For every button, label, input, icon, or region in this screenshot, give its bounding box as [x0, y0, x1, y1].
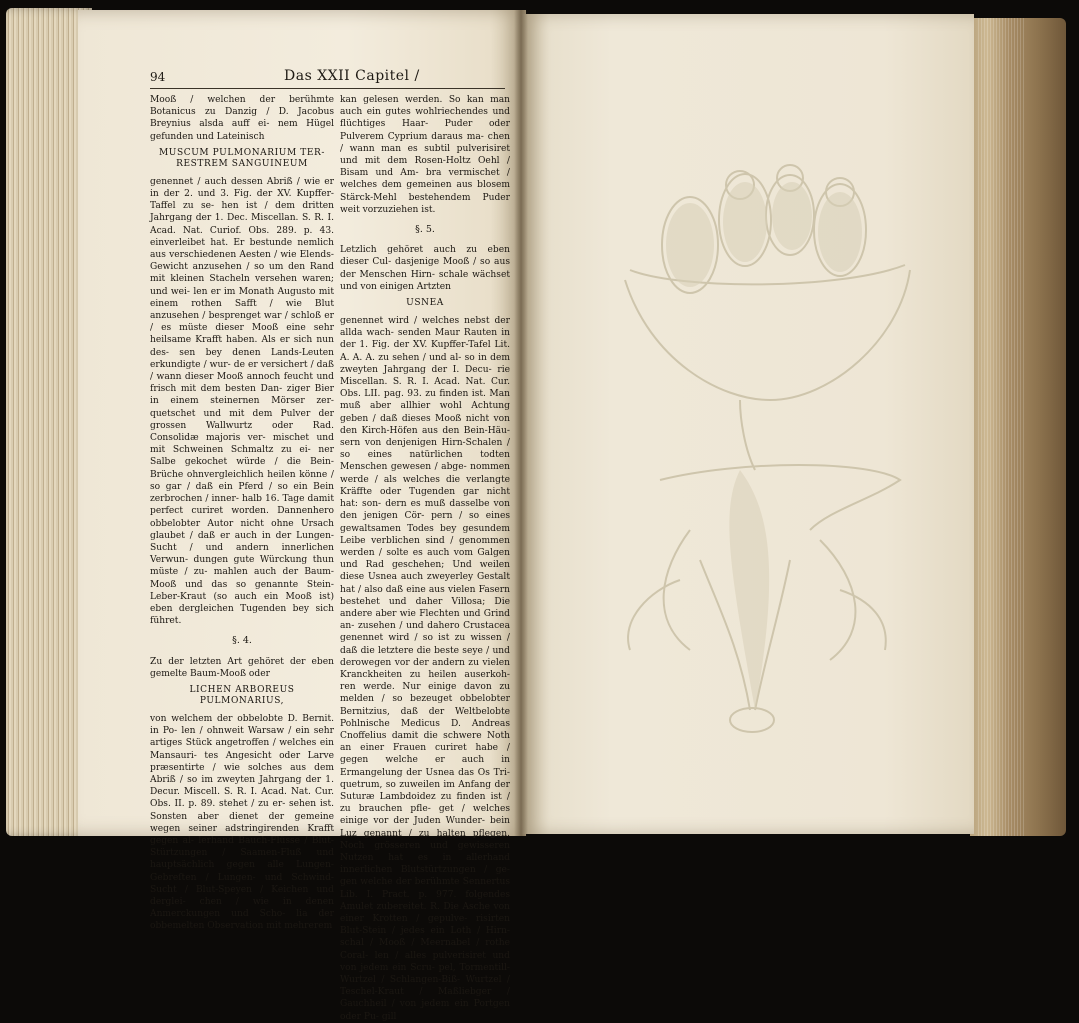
left-text-column	[150, 94, 334, 933]
paragraph: Mooß / welchen der berühmte Botanicus zu Danzig / D. Jacobus Breynius alsda auff ei- nem Hügel gefunden und Lateinisch	[150, 95, 334, 142]
book-gutter	[514, 10, 528, 836]
section-heading: MUSCUM PULMONARIUM TER- RESTREM SANGUINEUM	[158, 147, 326, 169]
paragraph: genennet wird / welches nebst der allda wach- senden Maur Rauten in der 1. Fig. der XV. Kupffer-Tafel Lit. A. A. A. zu sehen / und al- so in dem zweyten Jahrgang der I. Decu- rie Miscellan. S. R. I. Acad. Nat. Cur. Obs. LII. pag. 93. zu finden ist. Man muß aber allhier wohl Achtung geben / daß dieses Mooß nicht von den Kirch-Höfen aus den Bein-Häu- sern von denjenigen Hirn-Schalen / so eines natürlichen todten Menschen gewesen / abge- nommen werde / als welches die verlangte Kräffte oder Tugenden gar nicht hat: son- dern es muß dasselbe von den jenigen Cör- pern / so eines gewaltsamen Todes bey gesundem Leibe verblichen sind / genommen werden / solte es auch vom Galgen und Rad geschehen; Und weilen diese Usnea auch zweyerley Gestalt hat / also daß eine aus vielen Fasern bestehet und daher Villosa; Die andere aber wie Flechten und Grind an- zusehen / und dahero Crustacea genennet wird / so ist zu wissen / daß die letztere die beste seye / und derowegen vor der andern zu vielen Kranckheiten zu heilen auserkoh- ren werde. Nur einige davon zu melden / so bezeuget obbelobter Bernitzius, daß der Weltbelobte Pohlnische Medicus D. Andreas Cnoffelius damit die schwere Noth an einer Frauen curiret habe / gegen welche er auch in Ermangelung der Usnea das Os Tri- quetrum, so zuweilen im Anfang der Suturæ Lambdoidez zu finden ist / zu brauchen pfle- get / welches einige vor der Juden Wunder- bein Luz genannt / zu halten pflegen. Noch grösseren und gewisseren Nutzen hat es in allerhand innerlichen Blutstürtzungen / ge- gen welche der berühmte Sennertus Lib. I. Pract. p. 977. folgendes Amulet zubereitet. R. Die Asche von einer Krotten / gepulve- risirten Blut-Stein / jedes ein Loth / Hirn- schal / Mooß / Meernabel / rothe Coral- len / alles pulverisiret und von jedem ein Scru- pel, Tormentill-Wurtzel / Schlangen-Biß- Wurtzel / Teschel-Kraut / Maßliebger / Gauchheil / von jedem ein Portgen oder Pu- gill	[340, 316, 510, 1022]
paragraph: genennet / auch dessen Abriß / wie er in der 2. und 3. Fig. der XV. Kupffer-Taffel zu se- hen ist / dem dritten Jahrgang der 1. Dec. Miscellan. S. R. I. Acad. Nat. Curiof. Obs. 289. p. 43. einverleibet hat. Er bestunde nemlich aus verschiedenen Aesten / wie Elends- Gewicht anzusehen / so um den Rand mit kleinen Stacheln versehen waren; und wei- len er im Monath Augusto mit einem rothen Safft / wie Blut anzusehen / besprenget war / schloß er / es müste dieser Mooß eine sehr heilsame Krafft haben. Als er sich nun des- sen bey denen Lands-Leuten erkundigte / wur- de er versichert / daß / wann dieser Mooß annoch feucht und frisch mit dem besten Dan- ziger Bier in einem steinernen Mörser zer- quetschet und mit dem Pulver der grossen Wallwurtz oder Rad. Consolidæ majoris ver- mischet und mit Schweinen Schmaltz zu ei- ner Salbe gekochet würde / die Bein-Brüche ohnvergleichlich heilen könne / so gar / daß ein Pferd / so ein Bein zerbrochen / inner- halb 16. Tage damit perfect curiret worden. Dannenhero obbelobter Autor nicht ohne Ursach glaubet / daß er auch in der Lungen- Sucht / und andern innerlichen Verwun- dungen gute Würckung thun müste / zu- mahlen auch der Baum-Mooß und das so genannte Stein-Leber-Kraut (so auch ein Mooß ist) eben dergleichen Tugenden bey sich führet.	[150, 176, 334, 627]
right-text-column	[340, 94, 510, 1023]
section-heading: USNEA	[406, 298, 444, 309]
right-page-edges	[970, 18, 1066, 836]
paragraph: Zu der letzten Art gehöret der eben gemelte Baum-Mooß oder	[150, 656, 334, 679]
page-number: 94	[150, 70, 166, 84]
section-marker: §. 4.	[232, 635, 252, 647]
header-rule	[150, 88, 505, 89]
paragraph: kan gelesen werden. So kan man auch ein gutes wohlriechendes und flüchtiges Haar- Puder oder Pulverem Cyprium daraus ma- chen / wann man es subtil pulverisiret und mit dem Rosen-Holtz Oehl / Bisam und Am- bra vermischet / welches dem gemeinen aus blosem Stärck-Mehl bestehendem Puder weit vorzuziehen ist.	[340, 95, 510, 215]
bleed-through-engraving	[540, 150, 960, 760]
paragraph: Letzlich gehöret auch zu eben dieser Cul- dasjenige Mooß / so aus der Menschen Hirn- schale wächset und von einigen Artzten	[340, 245, 510, 292]
section-heading: LICHEN ARBOREUS PULMONARIUS,	[189, 684, 295, 706]
section-marker: §. 5.	[415, 224, 435, 236]
paragraph: von welchem der obbelobte D. Bernit. in Po- len / ohnweit Warsaw / ein sehr artiges Stück angetroffen / welches ein Mansauri- tes Angesicht oder Larve præsentirte / wie solches aus dem Abriß / so im zweyten Jahrgang der 1. Decur. Miscell. S. R. I. Acad. Nat. Cur. Obs. II. p. 89. stehet / zu er- sehen ist. Sonsten aber dienet der gemeine wegen seiner adstringirenden Krafft gegen al- lerhand Bauch-Flüsse / Blut-Stürtzungen / Saamen-Fluß und hauptsächlich gegen alle Lungen-Gebreſten / Lungen- und Schwind- Sucht / Blut-Speyen / Keichen und derglei- chen / wie in denen Anmerckungen und Scho- lia der obbemelten Observation mit mehrerem	[150, 713, 334, 932]
running-title: Das XXII Capitel /	[284, 68, 420, 84]
